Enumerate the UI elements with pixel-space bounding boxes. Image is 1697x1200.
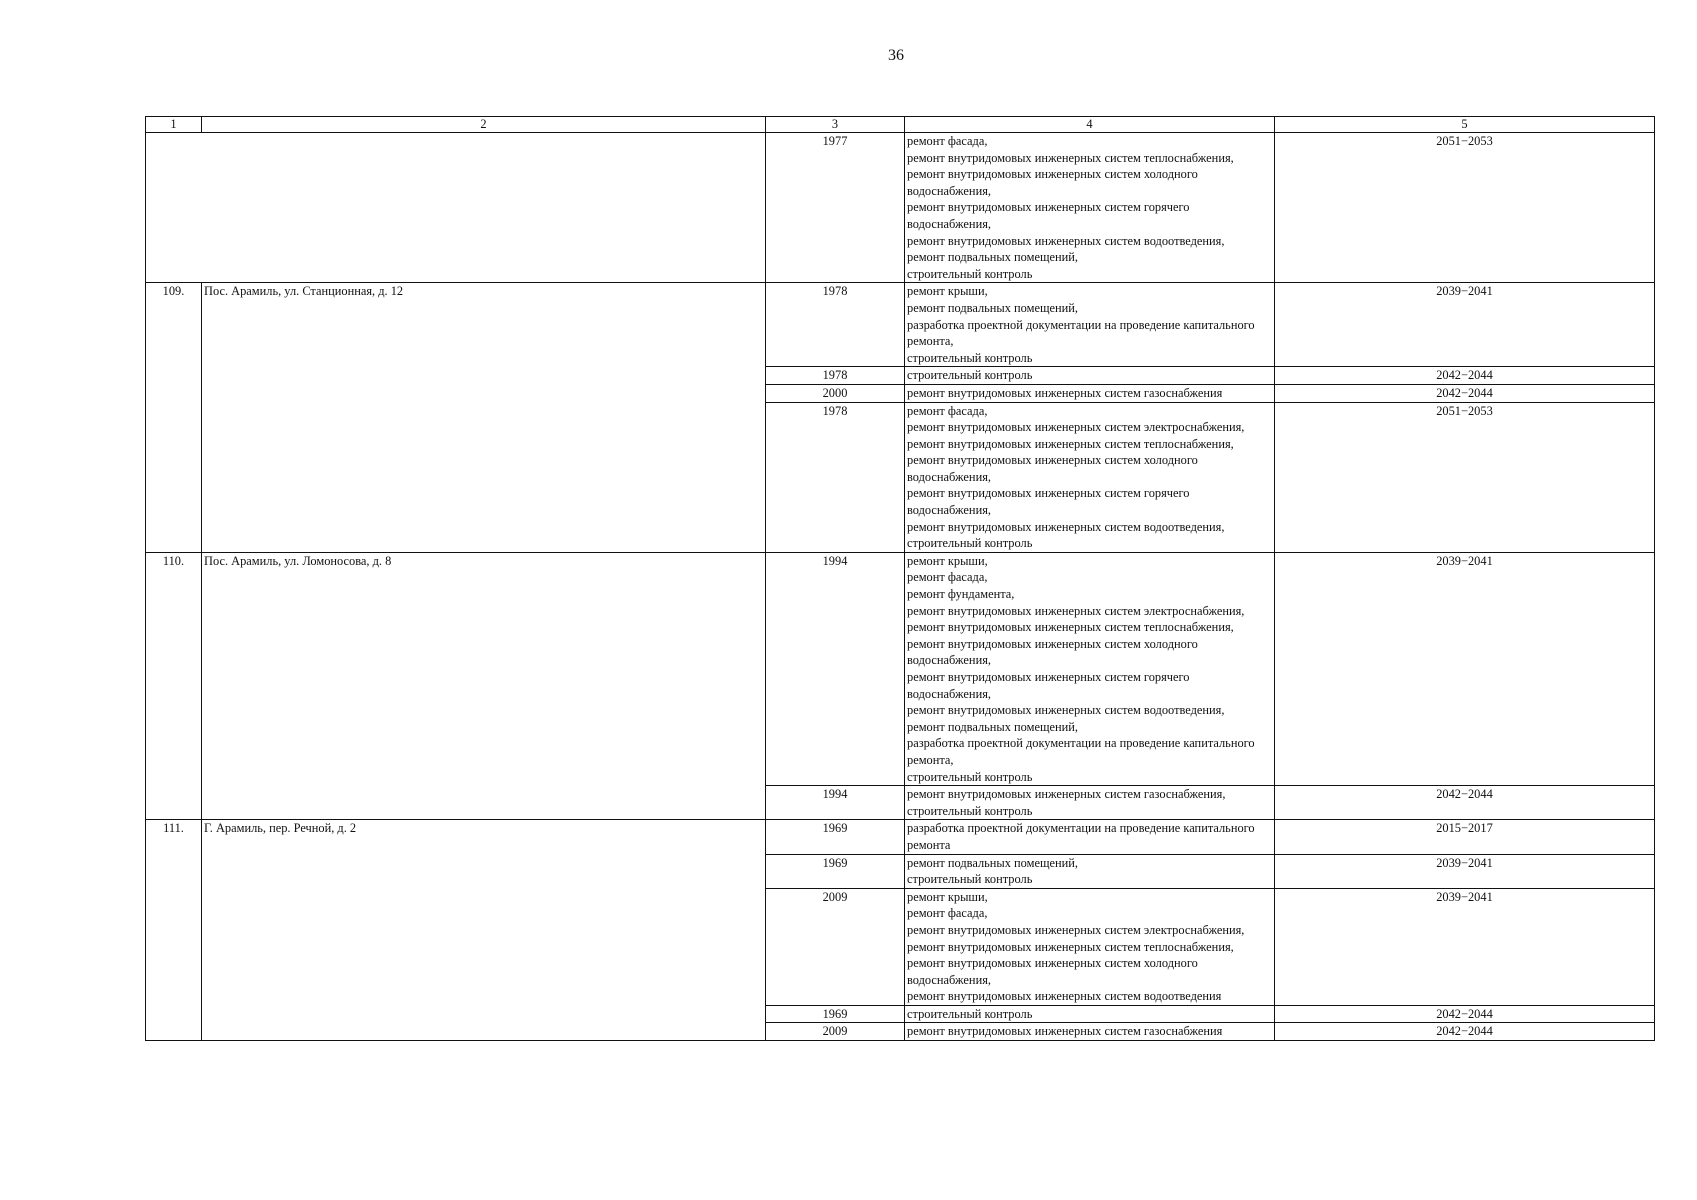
work-list-cell: ремонт внутридомовых инженерных систем газоснабжения: [905, 384, 1275, 402]
work-list-cell: ремонт подвальных помещений, строительный контроль: [905, 854, 1275, 888]
work-list-cell: строительный контроль: [905, 1005, 1275, 1023]
column-number-4: 4: [905, 117, 1275, 133]
year-cell: 1994: [766, 552, 905, 785]
record-number-cell: 109.: [146, 283, 202, 553]
work-list-cell: ремонт внутридомовых инженерных систем газоснабжения: [905, 1023, 1275, 1041]
term-cell: 2039−2041: [1275, 552, 1655, 785]
column-number-3: 3: [766, 117, 905, 133]
term-cell: 2042−2044: [1275, 1023, 1655, 1041]
address-cell: Г. Арамиль, пер. Речной, д. 2: [202, 820, 766, 1041]
work-list-cell: ремонт фасада, ремонт внутридомовых инженерных систем электроснабжения, ремонт внутридомовых инженерных систем теплоснабжения, ремонт внутридомовых инженерных систем холодного водоснабжения, ремонт внутридомовых инженерных систем горячего водоснабжения, ремонт внутридомовых инженерных систем водоотведения, строительный контроль: [905, 402, 1275, 552]
term-cell: 2051−2053: [1275, 133, 1655, 283]
record-number-cell: 111.: [146, 820, 202, 1041]
column-number-row: [146, 117, 1655, 133]
table-body: [146, 117, 1655, 1041]
address-cell: Пос. Арамиль, ул. Ломоносова, д. 8: [202, 552, 766, 820]
work-list-cell: ремонт крыши, ремонт фасада, ремонт внутридомовых инженерных систем электроснабжения, ремонт внутридомовых инженерных систем теплоснабжения, ремонт внутридомовых инженерных систем холодного водоснабжения, ремонт внутридомовых инженерных систем водоотведения: [905, 888, 1275, 1005]
work-list-cell: ремонт внутридомовых инженерных систем газоснабжения, строительный контроль: [905, 786, 1275, 820]
table-row: [146, 820, 1655, 854]
repair-schedule-table: [145, 116, 1655, 1041]
term-cell: 2042−2044: [1275, 1005, 1655, 1023]
term-cell: 2042−2044: [1275, 786, 1655, 820]
term-cell: 2039−2041: [1275, 854, 1655, 888]
continuation-blank-cell: [146, 133, 766, 283]
table-row: [146, 133, 1655, 283]
term-cell: 2042−2044: [1275, 367, 1655, 385]
term-cell: 2051−2053: [1275, 402, 1655, 552]
work-list-cell: разработка проектной документации на проведение капитального ремонта: [905, 820, 1275, 854]
work-list-cell: ремонт крыши, ремонт фасада, ремонт фундамента, ремонт внутридомовых инженерных систем электроснабжения, ремонт внутридомовых инженерных систем теплоснабжения, ремонт внутридомовых инженерных систем холодного водоснабжения, ремонт внутридомовых инженерных систем горячего водоснабжения, ремонт внутридомовых инженерных систем водоотведения, ремонт подвальных помещений, разработка проектной документации на проведение капитального ремонта, строительный контроль: [905, 552, 1275, 785]
year-cell: 1969: [766, 854, 905, 888]
term-cell: 2039−2041: [1275, 888, 1655, 1005]
page-number: 36: [888, 47, 904, 64]
table-row: [146, 283, 1655, 367]
column-number-2: 2: [202, 117, 766, 133]
year-cell: 2009: [766, 888, 905, 1005]
term-cell: 2039−2041: [1275, 283, 1655, 367]
year-cell: 2000: [766, 384, 905, 402]
work-list-cell: ремонт крыши, ремонт подвальных помещений, разработка проектной документации на проведение капитального ремонта, строительный контроль: [905, 283, 1275, 367]
address-cell: Пос. Арамиль, ул. Станционная, д. 12: [202, 283, 766, 553]
year-cell: 1978: [766, 367, 905, 385]
year-cell: 1978: [766, 283, 905, 367]
term-cell: 2015−2017: [1275, 820, 1655, 854]
term-cell: 2042−2044: [1275, 384, 1655, 402]
table-row: [146, 552, 1655, 785]
year-cell: 2009: [766, 1023, 905, 1041]
year-cell: 1969: [766, 820, 905, 854]
record-number-cell: 110.: [146, 552, 202, 820]
work-list-cell: ремонт фасада, ремонт внутридомовых инженерных систем теплоснабжения, ремонт внутридомовых инженерных систем холодного водоснабжения, ремонт внутридомовых инженерных систем горячего водоснабжения, ремонт внутридомовых инженерных систем водоотведения, ремонт подвальных помещений, строительный контроль: [905, 133, 1275, 283]
work-list-cell: строительный контроль: [905, 367, 1275, 385]
year-cell: 1978: [766, 402, 905, 552]
column-number-1: 1: [146, 117, 202, 133]
column-number-5: 5: [1275, 117, 1655, 133]
year-cell: 1994: [766, 786, 905, 820]
year-cell: 1977: [766, 133, 905, 283]
year-cell: 1969: [766, 1005, 905, 1023]
